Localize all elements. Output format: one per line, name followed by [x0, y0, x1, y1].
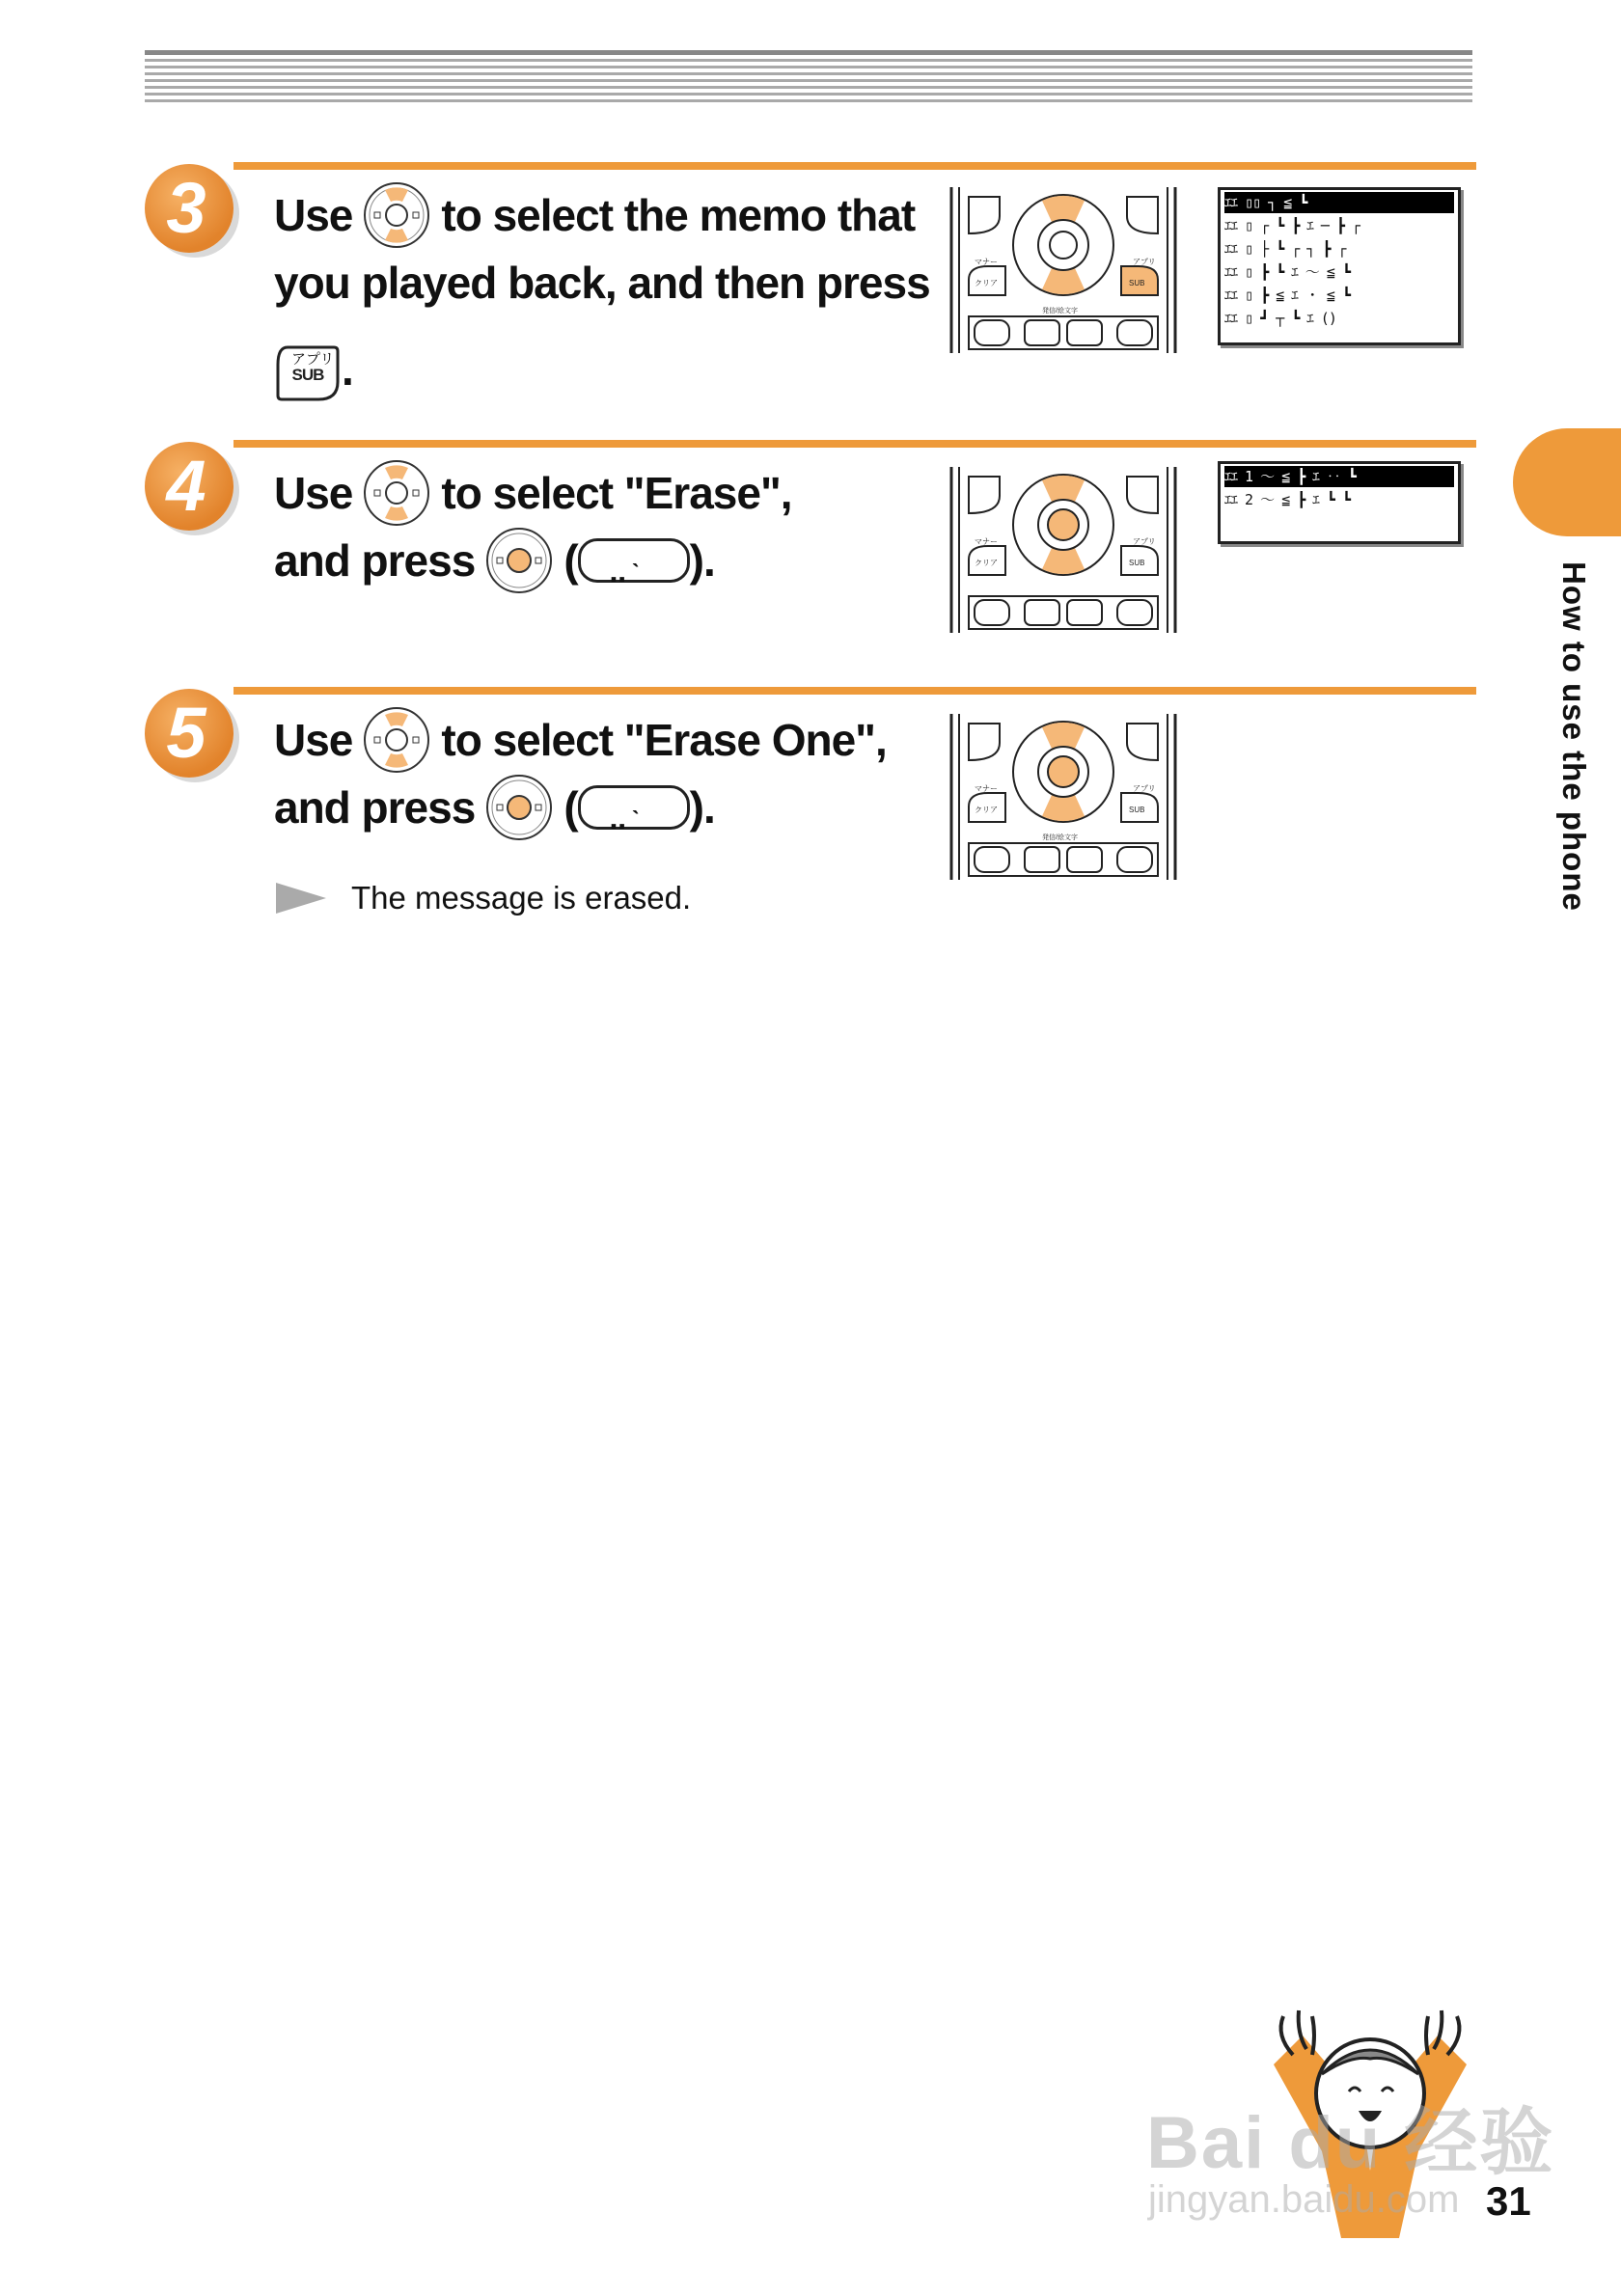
- navigation-key-updown-icon: [362, 705, 431, 775]
- baidu-watermark: Bai du 经验: [1146, 2102, 1555, 2184]
- step-number-badge: 4: [145, 442, 234, 531]
- instruction-text: ).: [689, 535, 715, 586]
- svg-text:マナー: マナー: [975, 537, 998, 546]
- phone-screen-preview: ｴｴ 1 ～ ≦ ┣ ｴ ‥ ┗ ｴｴ 2 ～ ≦ ┣ ｴ ┗ ┗: [1218, 461, 1461, 544]
- svg-text:SUB: SUB: [1129, 559, 1145, 567]
- step-instruction: Use to select "Erase", and press ( ‥ ˋ ).: [274, 459, 792, 594]
- step-3: [145, 162, 1476, 413]
- instruction-text: to select the memo that: [441, 190, 916, 240]
- svg-text:アプリ: アプリ: [1133, 784, 1156, 793]
- svg-text:クリア: クリア: [975, 279, 998, 287]
- result-note: [276, 880, 691, 916]
- page-number: 31: [1486, 2178, 1531, 2224]
- navigation-key-updown-icon: [362, 458, 431, 528]
- step-instruction: Use to select "Erase One", and press ( ‥ ˋ ).: [274, 706, 887, 841]
- step-number-badge: 3: [145, 164, 234, 253]
- svg-text:SUB: SUB: [291, 366, 324, 384]
- phone-keypad-diagram: [949, 714, 1177, 880]
- instruction-text: Use: [274, 468, 353, 518]
- svg-text:アプリ: アプリ: [1133, 537, 1156, 546]
- instruction-text: and press: [274, 782, 476, 833]
- navigation-key-center-icon: [484, 773, 554, 842]
- navigation-key-updown-icon: [362, 180, 431, 250]
- step-4: [145, 440, 1476, 642]
- phone-keypad-diagram: [949, 187, 1177, 353]
- section-label: How to use the phone: [1556, 561, 1592, 912]
- step-instruction: Use to select the memo that you played back, and then press アプリ SUB .: [274, 181, 930, 403]
- step-number-badge: 5: [145, 689, 234, 778]
- svg-text:マナー: マナー: [975, 784, 998, 793]
- instruction-text: Use: [274, 190, 353, 240]
- instruction-text: to select "Erase",: [441, 468, 792, 518]
- instruction-text: to select "Erase One",: [441, 715, 887, 765]
- section-tab: [1513, 428, 1621, 536]
- header-stripes: [145, 50, 1472, 116]
- result-text: The message is erased.: [351, 880, 692, 916]
- step-rule: [234, 440, 1476, 448]
- svg-text:クリア: クリア: [975, 806, 998, 814]
- svg-text:クリア: クリア: [975, 559, 998, 567]
- svg-text:発信/絵文字: 発信/絵文字: [1042, 834, 1078, 841]
- step-rule: [234, 687, 1476, 695]
- result-arrow-icon: [276, 883, 326, 914]
- svg-text:発信/絵文字: 発信/絵文字: [1042, 308, 1078, 314]
- softkey-icon: [578, 538, 690, 583]
- step-rule: [234, 162, 1476, 170]
- svg-text:マナー: マナー: [975, 258, 998, 266]
- instruction-text: you played back, and then press: [274, 258, 930, 308]
- phone-screen-preview: ｴｴ ▯▯ ┐ ≦ ┗ ｴｴ ▯ ┌ ┗ ┣ ｴ ─ ┣ ┌ ｴｴ ▯ ├ ┗ ┌ ┐ ┣ ┌ ｴｴ ▯ ┣ ┗ ｴ ～ ≦ ┗ ｴｴ ▯ ┣ ≦ ｴ ・ ≦ ┗ ｴｴ ▯ ┛ ┬ ┗ ｴ (): [1218, 187, 1461, 345]
- svg-text:SUB: SUB: [1129, 279, 1145, 287]
- instruction-text: ).: [689, 782, 715, 833]
- svg-text:SUB: SUB: [1129, 806, 1145, 814]
- sub-key-icon: アプリ SUB: [274, 343, 342, 403]
- phone-keypad-diagram: [949, 467, 1177, 633]
- navigation-key-center-icon: [484, 526, 554, 595]
- softkey-icon: [578, 785, 690, 830]
- svg-text:アプリ: アプリ: [1133, 258, 1156, 266]
- instruction-text: and press: [274, 535, 476, 586]
- instruction-text: Use: [274, 715, 353, 765]
- baidu-watermark-url: jingyan.baidu.com: [1148, 2178, 1460, 2221]
